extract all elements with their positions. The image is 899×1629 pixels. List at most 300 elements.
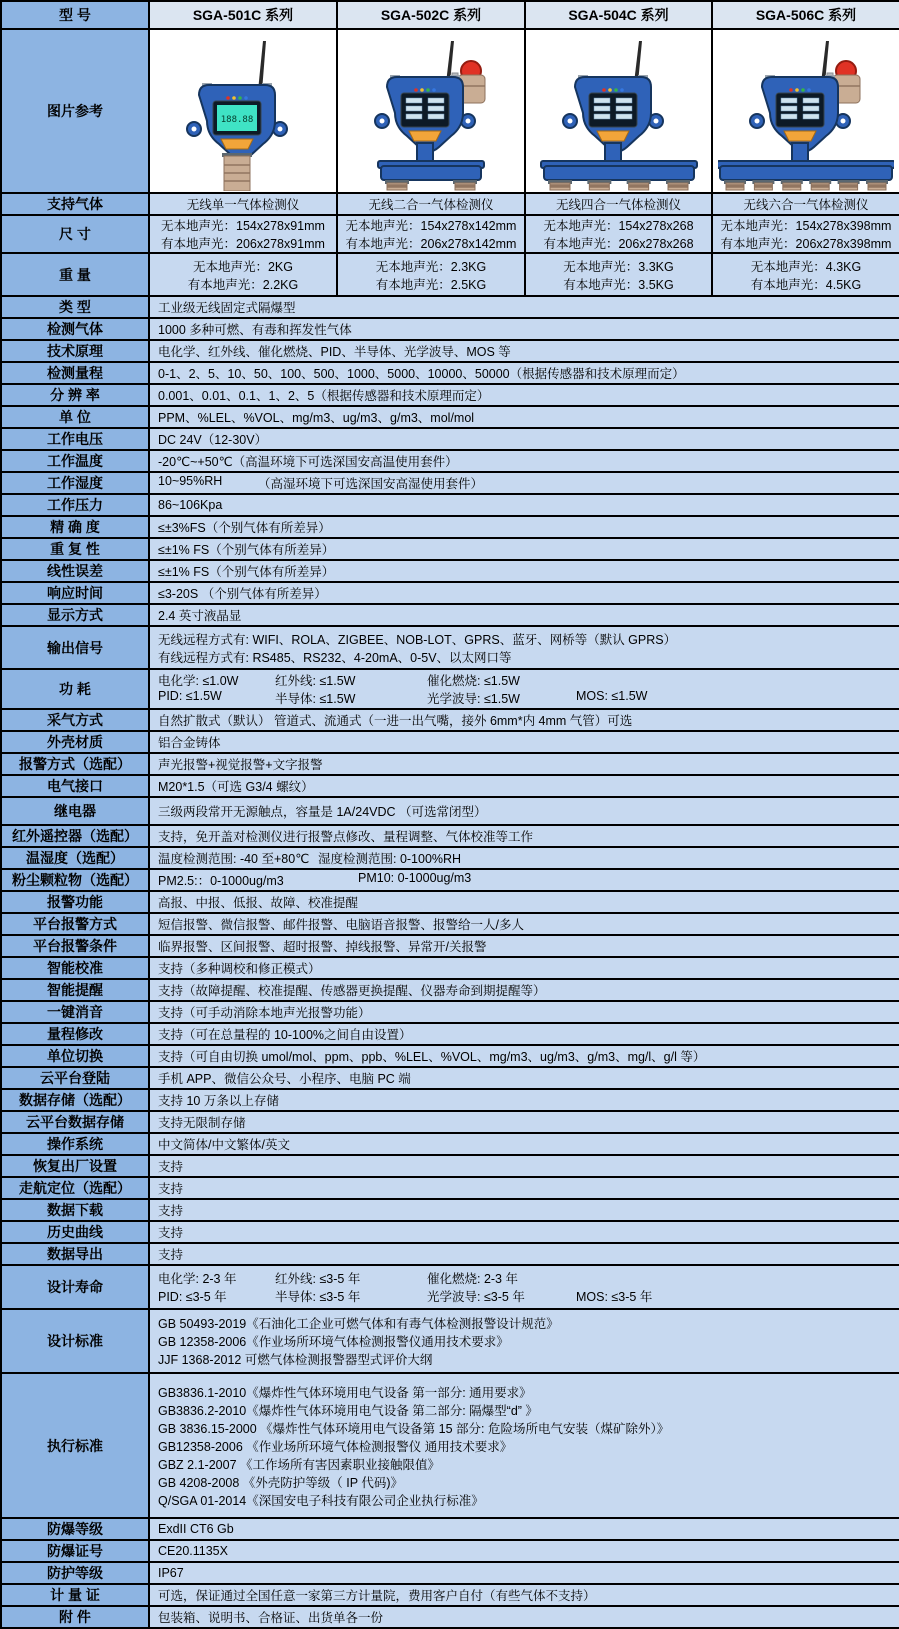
value-cell: [149, 1518, 899, 1540]
product-image-SGA-502C: [337, 29, 525, 193]
spec-row: [1, 869, 899, 891]
row-label: 尺 寸: [1, 215, 149, 253]
value-segment: MOS: ≤1.5W: [576, 689, 648, 703]
spec-row: [1, 1133, 899, 1155]
row-label: 智能校准: [1, 957, 149, 979]
value-line: [158, 320, 899, 338]
value-line: [158, 1455, 899, 1473]
value-segment: ExdII CT6 Gb: [158, 1522, 234, 1536]
spec-row: [1, 753, 899, 775]
row-label: 重 量: [1, 253, 149, 296]
value-cell: [525, 193, 712, 215]
wireless-4in1-gas-detector: [531, 39, 707, 191]
value-line: [158, 364, 899, 382]
value-cell: [149, 494, 899, 516]
value-segment: GB 3836.15-2000 《爆炸性气体环境用电气设备第 15 部分: 危险场所电气安装（煤矿除外）》: [158, 1421, 670, 1436]
gas-detector-illustration: [526, 31, 711, 191]
value-segment: 有线远程方式有: RS485、RS232、4-20mA、0-5V、以太网口等: [158, 650, 512, 665]
row-label: 检测量程: [1, 362, 149, 384]
spec-row: [1, 957, 899, 979]
spec-row: [1, 891, 899, 913]
value-line: [158, 1157, 899, 1175]
value-line: 无本地声光：154x278x398mm: [720, 219, 892, 233]
value-line: 无本地声光：3.3KG: [563, 259, 674, 274]
value-cell: [149, 296, 899, 318]
value-cell: [149, 797, 899, 825]
value-segment: -20℃~+50℃（高温环境下可选深国安高温使用套件）: [158, 455, 458, 469]
value-cell: [149, 1606, 899, 1628]
value-cell: [149, 1023, 899, 1045]
spec-row: [1, 1562, 899, 1584]
value-line: 有本地声光：206x278x398mm: [720, 237, 892, 251]
value-cell: [149, 428, 899, 450]
value-cell: [149, 913, 899, 935]
spec-row: [1, 709, 899, 731]
value-line: [158, 1419, 899, 1437]
value-cell: [149, 669, 899, 709]
value-segment: ≤±1% FS（个别气体有所差异）: [158, 565, 335, 579]
row-label: 单位切换: [1, 1045, 149, 1067]
value-cell: [149, 1111, 899, 1133]
value-line: [158, 1608, 899, 1626]
value-cell: [149, 825, 899, 847]
value-segment: GB3836.2-2010《爆炸性气体环境用电气设备 第二部分: 隔爆型“d” 》: [158, 1403, 538, 1418]
value-line: 无本地声光：4.3KG: [750, 259, 862, 274]
value-cell: [149, 891, 899, 913]
value-line: [158, 871, 899, 889]
spec-row: [1, 1373, 899, 1518]
value-line: [158, 1350, 899, 1368]
value-segment: JJF 1368-2012 可燃气体检测报警器型式评价大纲: [158, 1353, 433, 1367]
value-line: 有本地声光：206x278x268: [543, 237, 694, 251]
value-segment: 2.4 英寸液晶显: [158, 609, 242, 623]
value-segment: 临界报警、区间报警、超时报警、掉线报警、异常开/关报警: [158, 940, 487, 954]
model-header: SGA-504C 系列: [525, 1, 712, 29]
value-line: [158, 630, 899, 648]
row-label: 粉尘颗粒物（选配）: [1, 869, 149, 891]
row-label: 技术原理: [1, 340, 149, 362]
value-line: [158, 1287, 899, 1305]
value-segment: 电化学、红外线、催化燃烧、PID、半导体、光学波导、MOS 等: [158, 345, 511, 359]
value-cell: [337, 215, 525, 253]
row-label: 走航定位（选配）: [1, 1177, 149, 1199]
row-label: 响应时间: [1, 582, 149, 604]
spec-row: [1, 1045, 899, 1067]
spec-row: [1, 1177, 899, 1199]
value-line: [158, 298, 899, 316]
value-segment: 包装箱、说明书、合格证、出货单各一份: [158, 1611, 384, 1625]
spec-row: [1, 1584, 899, 1606]
value-cell: [149, 318, 899, 340]
spec-row: [1, 318, 899, 340]
value-line: [158, 1586, 899, 1604]
value-cell: [149, 1133, 899, 1155]
value-cell: [149, 604, 899, 626]
value-cell: [712, 193, 899, 215]
value-line: [158, 474, 899, 492]
value-cell: [149, 1045, 899, 1067]
value-line: [158, 893, 899, 911]
row-label: 单 位: [1, 406, 149, 428]
row-label: 数据下载: [1, 1199, 149, 1221]
row-label: 数据导出: [1, 1243, 149, 1265]
spec-row: [1, 1221, 899, 1243]
value-line: 无线单一气体检测仪: [186, 198, 300, 212]
value-segment: 0.001、0.01、0.1、1、2、5（根据传感器和技术原理而定）: [158, 389, 490, 403]
value-cell: [149, 1373, 899, 1518]
value-segment: 支持（可自由切换 umol/mol、ppm、ppb、%LEL、%VOL、mg/m3、ug/m3、g/m3、mg/l、g/l 等）: [158, 1050, 706, 1064]
value-cell: [149, 753, 899, 775]
value-line: 无本地声光：2KG: [192, 259, 293, 274]
value-line: [158, 1401, 899, 1419]
value-line: [158, 1314, 899, 1332]
value-segment: 支持（故障提醒、校准提醒、传感器更换提醒、仪器寿命到期提醒等）: [158, 984, 546, 998]
value-line: [158, 452, 899, 470]
value-line: [158, 1473, 899, 1491]
spec-row: [1, 1111, 899, 1133]
value-cell: [149, 731, 899, 753]
value-line: [158, 915, 899, 933]
value-line: [158, 1025, 899, 1043]
value-segment: 半导体: ≤3-5 年: [275, 1290, 361, 1304]
spec-row: [1, 1518, 899, 1540]
value-segment: 半导体: ≤1.5W: [275, 692, 356, 706]
value-segment: PPM、%LEL、%VOL、mg/m3、ug/m3、g/m3、mol/mol: [158, 411, 475, 425]
value-segment: （高湿环境下可选深国安高湿使用套件）: [258, 477, 484, 491]
row-label: 操作系统: [1, 1133, 149, 1155]
row-label: 重 复 性: [1, 538, 149, 560]
value-segment: 支持: [158, 1160, 184, 1174]
row-label: 采气方式: [1, 709, 149, 731]
value-line: 有本地声光：206x278x142mm: [345, 237, 517, 251]
value-segment: 支持，免开盖对检测仪进行报警点修改、量程调整、气体校准等工作: [158, 830, 534, 844]
row-label: 量程修改: [1, 1023, 149, 1045]
value-segment: ≤±3%FS（个别气体有所差异）: [158, 521, 331, 535]
spec-row: [1, 1540, 899, 1562]
value-line: [158, 827, 899, 845]
row-label: 检测气体: [1, 318, 149, 340]
value-line: 无线六合一气体检测仪: [743, 198, 869, 212]
value-cell: [149, 1265, 899, 1309]
value-segment: 可选，保证通过全国任意一家第三方计量院，费用客户自付（有些气体不支持）: [158, 1589, 596, 1603]
value-segment: 支持: [158, 1248, 184, 1262]
value-cell: [149, 935, 899, 957]
value-cell: [149, 1177, 899, 1199]
row-label: 图片参考: [1, 29, 149, 193]
value-line: [158, 562, 899, 580]
row-label: 显示方式: [1, 604, 149, 626]
row-label: 红外遥控器（选配）: [1, 825, 149, 847]
value-cell: [149, 450, 899, 472]
value-cell: [337, 253, 525, 296]
row-label: 防爆等级: [1, 1518, 149, 1540]
row-label: 防护等级: [1, 1562, 149, 1584]
spec-row: [1, 604, 899, 626]
value-segment: GB 50493-2019《石油化工企业可燃气体和有毒气体检测报警设计规范》: [158, 1317, 559, 1331]
value-segment: 短信报警、微信报警、邮件报警、电脑语音报警、报警给一人/多人: [158, 918, 524, 932]
value-cell: [337, 193, 525, 215]
value-line: [158, 430, 899, 448]
value-line: [158, 1091, 899, 1109]
value-cell: [149, 1155, 899, 1177]
spec-row: [1, 362, 899, 384]
value-line: [158, 1566, 899, 1580]
row-label: 工作温度: [1, 450, 149, 472]
model-header: SGA-506C 系列: [712, 1, 899, 29]
value-line: [158, 648, 899, 666]
spec-row: [1, 669, 899, 709]
row-label: 防爆证号: [1, 1540, 149, 1562]
row-label: 附 件: [1, 1606, 149, 1628]
value-segment: PM10: 0-1000ug/m3: [358, 871, 472, 885]
value-cell: [149, 560, 899, 582]
row-label: 支持气体: [1, 193, 149, 215]
row-label: 继电器: [1, 797, 149, 825]
spec-row: [1, 253, 899, 296]
value-line: 有本地声光：2.2KG: [187, 277, 299, 292]
value-segment: 光学波导: ≤1.5W: [427, 692, 520, 706]
spec-row: [1, 1309, 899, 1373]
spec-row: [1, 825, 899, 847]
value-line: [158, 777, 899, 795]
product-image-SGA-504C: [525, 29, 712, 193]
value-line: [158, 802, 899, 820]
row-label: 工作湿度: [1, 472, 149, 494]
row-label: 执行标准: [1, 1373, 149, 1518]
value-line: [158, 981, 899, 999]
spec-row: [1, 450, 899, 472]
spec-row: [1, 215, 899, 253]
value-segment: 湿度检测范围: 0-100%RH: [318, 852, 462, 866]
value-segment: 光学波导: ≤3-5 年: [427, 1290, 525, 1304]
spec-row: [1, 775, 899, 797]
value-cell: [525, 253, 712, 296]
row-label: 报警方式（选配）: [1, 753, 149, 775]
model-header: SGA-502C 系列: [337, 1, 525, 29]
value-segment: GB 4208-2008 《外壳防护等级（ IP 代码)》: [158, 1475, 403, 1490]
value-line: [158, 937, 899, 955]
value-segment: 催化燃烧: 2-3 年: [427, 1272, 518, 1286]
spec-row: [1, 1606, 899, 1628]
row-label: 温湿度（选配）: [1, 847, 149, 869]
spec-row: [1, 296, 899, 318]
value-segment: 支持 10 万条以上存储: [158, 1094, 279, 1108]
value-cell: [149, 472, 899, 494]
value-cell: [525, 215, 712, 253]
value-segment: 铝合金铸体: [158, 736, 221, 750]
row-label: 工作压力: [1, 494, 149, 516]
row-label: 报警功能: [1, 891, 149, 913]
value-segment: GBZ 2.1-2007 《工作场所有害因素职业接触限值》: [158, 1457, 440, 1472]
row-label: 历史曲线: [1, 1221, 149, 1243]
value-line: [158, 606, 899, 624]
row-label: 分 辨 率: [1, 384, 149, 406]
row-label: 数据存储（选配）: [1, 1089, 149, 1111]
value-line: [158, 711, 899, 729]
value-cell: [149, 979, 899, 1001]
spec-row: [1, 1199, 899, 1221]
value-segment: 温度检测范围: -40 至+80℃: [158, 852, 310, 866]
spec-row: [1, 979, 899, 1001]
value-segment: GB 12358-2006《作业场所环境气体检测报警仪通用技术要求》: [158, 1335, 509, 1349]
row-label: 设计标准: [1, 1309, 149, 1373]
value-line: 无本地声光：154x278x142mm: [345, 219, 517, 233]
spec-row: [1, 29, 899, 193]
spec-row: [1, 1023, 899, 1045]
row-label: 外壳材质: [1, 731, 149, 753]
spec-row: [1, 935, 899, 957]
row-label: 精 确 度: [1, 516, 149, 538]
value-segment: 支持（可手动消除本地声光报警功能）: [158, 1006, 371, 1020]
spec-row: [1, 340, 899, 362]
spec-row: [1, 1, 899, 29]
value-segment: 支持（多种调校和修正模式）: [158, 962, 321, 976]
value-line: 无线四合一气体检测仪: [555, 198, 681, 212]
value-segment: 手机 APP、微信公众号、小程序、电脑 PC 端: [158, 1072, 411, 1086]
row-label: 平台报警条件: [1, 935, 149, 957]
value-segment: 工业级无线固定式隔爆型: [158, 301, 296, 315]
gas-detector-illustration: [150, 31, 336, 191]
value-segment: GB3836.1-2010《爆炸性气体环境用电气设备 第一部分: 通用要求》: [158, 1385, 532, 1400]
value-cell: [149, 582, 899, 604]
value-line: 有本地声光：4.5KG: [750, 277, 862, 292]
value-line: [158, 849, 899, 867]
value-segment: 中文简体/中文繁体/英文: [158, 1138, 290, 1152]
value-segment: 支持: [158, 1204, 184, 1218]
wireless-2in1-gas-detector: [343, 39, 519, 191]
value-segment: 支持: [158, 1182, 184, 1196]
value-line: [158, 1223, 899, 1241]
value-line: [158, 689, 899, 707]
value-line: [158, 1113, 899, 1131]
value-line: [158, 498, 899, 512]
value-segment: PID: ≤1.5W: [158, 689, 222, 703]
row-label: 电气接口: [1, 775, 149, 797]
value-line: [158, 1201, 899, 1219]
value-line: [158, 1437, 899, 1455]
row-label: 输出信号: [1, 626, 149, 669]
value-line: 有本地声光：3.5KG: [563, 277, 674, 292]
row-label: 计 量 证: [1, 1584, 149, 1606]
value-line: 无本地声光：154x278x268: [543, 219, 694, 233]
row-label: 一键消音: [1, 1001, 149, 1023]
value-line: [158, 1522, 899, 1536]
value-line: [158, 1003, 899, 1021]
value-line: [158, 1135, 899, 1153]
value-segment: 1000 多种可燃、有毒和挥发性气体: [158, 323, 352, 337]
value-segment: 声光报警+视觉报警+文字报警: [158, 758, 323, 772]
value-segment: PID: ≤3-5 年: [158, 1290, 227, 1304]
value-line: [158, 1269, 899, 1287]
spec-row: [1, 1243, 899, 1265]
value-line: [158, 671, 899, 689]
value-line: [158, 518, 899, 536]
value-segment: DC 24V（12-30V）: [158, 433, 268, 447]
value-line: [158, 584, 899, 602]
value-segment: 红外线: ≤3-5 年: [275, 1272, 361, 1286]
value-cell: [149, 406, 899, 428]
value-cell: [149, 775, 899, 797]
value-segment: 支持: [158, 1226, 184, 1240]
row-label: 工作电压: [1, 428, 149, 450]
value-cell: [149, 1309, 899, 1373]
value-segment: 0-1、2、5、10、50、100、500、1000、5000、10000、50000（根据传感器和技术原理而定）: [158, 367, 685, 381]
value-cell: [149, 709, 899, 731]
spec-row: [1, 1265, 899, 1309]
row-label: 云平台登陆: [1, 1067, 149, 1089]
value-line: [158, 1544, 899, 1558]
value-line: 有本地声光：206x278x91mm: [161, 237, 325, 251]
value-segment: ≤±1% FS（个别气体有所差异）: [158, 543, 335, 557]
spec-row: [1, 626, 899, 669]
value-line: [158, 408, 899, 426]
spec-row: [1, 582, 899, 604]
wireless-single-gas-detector: [155, 39, 331, 191]
row-label: 功 耗: [1, 669, 149, 709]
value-cell: [712, 215, 899, 253]
value-cell: [149, 1199, 899, 1221]
spec-row: [1, 560, 899, 582]
value-segment: 自然扩散式（默认） 管道式、流通式（一进一出气嘴，接外 6mm*内 4mm 气管）可选: [158, 714, 633, 728]
spec-row: [1, 472, 899, 494]
value-line: 无线二合一气体检测仪: [368, 198, 494, 212]
row-label: 设计寿命: [1, 1265, 149, 1309]
spec-row: [1, 384, 899, 406]
spec-row: [1, 1067, 899, 1089]
row-label: 云平台数据存储: [1, 1111, 149, 1133]
value-line: [158, 1383, 899, 1401]
value-segment: 三级两段常开无源触点，容量是 1A/24VDC （可选常闭型）: [158, 805, 487, 819]
value-segment: IP67: [158, 1566, 184, 1580]
value-line: 无本地声光：154x278x91mm: [161, 219, 325, 233]
value-cell: [149, 516, 899, 538]
wireless-6in1-gas-detector: [718, 39, 894, 191]
value-segment: PM2.5:：0-1000ug/m3: [158, 874, 284, 888]
spec-row: [1, 797, 899, 825]
spec-row: [1, 1155, 899, 1177]
product-image-SGA-501C: [149, 29, 337, 193]
spec-row: [1, 494, 899, 516]
row-label: 型 号: [1, 1, 149, 29]
gas-detector-illustration: [713, 31, 899, 191]
value-cell: [149, 1001, 899, 1023]
value-cell: [149, 626, 899, 669]
product-image-SGA-506C: [712, 29, 899, 193]
value-segment: GB12358-2006 《作业场所环境气体检测报警仪 通用技术要求》: [158, 1439, 513, 1454]
value-line: [158, 1179, 899, 1197]
spec-row: [1, 516, 899, 538]
value-cell: [149, 193, 337, 215]
value-segment: 支持无限制存储: [158, 1116, 246, 1130]
spec-row: [1, 1089, 899, 1111]
value-line: [158, 342, 899, 360]
spec-row: [1, 406, 899, 428]
row-label: 类 型: [1, 296, 149, 318]
value-cell: [149, 1540, 899, 1562]
value-segment: Q/SGA 01-2014《深国安电子科技有限公司企业执行标准》: [158, 1493, 484, 1508]
value-segment: CE20.1135X: [158, 1544, 228, 1558]
value-cell: [149, 1584, 899, 1606]
value-line: [158, 1332, 899, 1350]
value-line: [158, 733, 899, 751]
value-cell: [149, 215, 337, 253]
value-cell: [149, 1067, 899, 1089]
value-line: 无本地声光：2.3KG: [375, 259, 487, 274]
gas-detector-illustration: [338, 31, 524, 191]
spec-row: [1, 1001, 899, 1023]
spec-row: [1, 538, 899, 560]
value-line: [158, 540, 899, 558]
